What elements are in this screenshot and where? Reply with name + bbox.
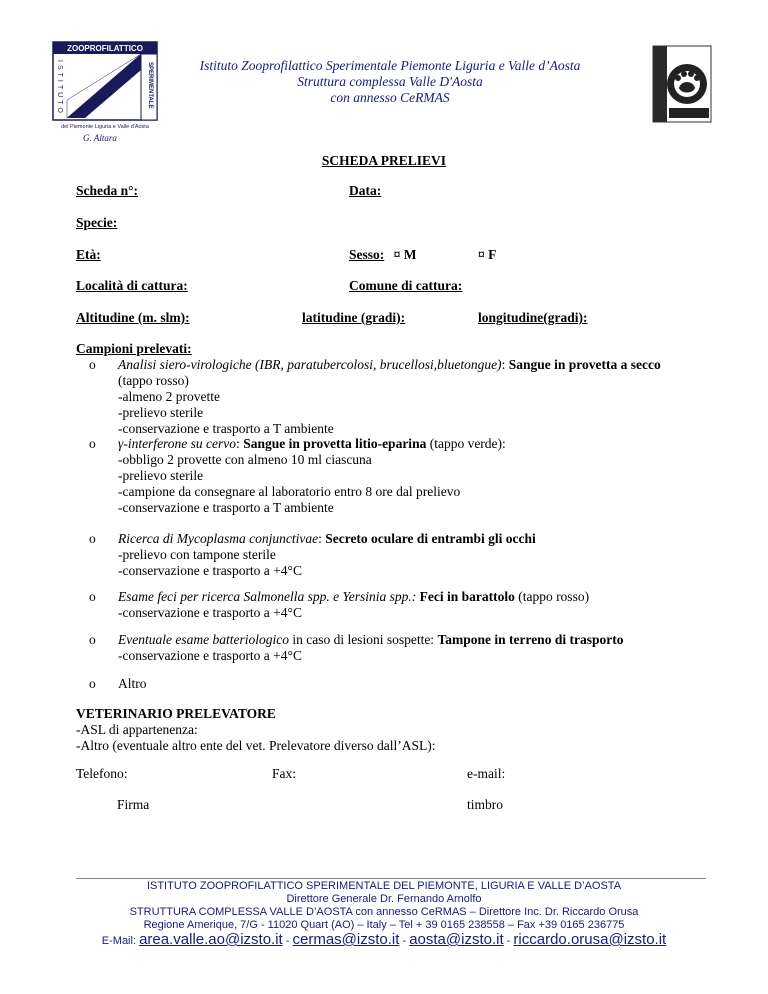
footer-divider xyxy=(76,878,706,879)
email-link-area-valle[interactable]: area.valle.ao@izsto.it xyxy=(139,931,283,948)
sample-bold: Sangue in provetta a secco xyxy=(508,357,661,372)
header-line-3: con annesso CeRMAS xyxy=(330,90,450,105)
asl-label: -ASL di appartenenza: xyxy=(76,722,198,737)
footer xyxy=(0,880,768,932)
footer-line-2: Direttore Generale Dr. Fernando Arnolfo xyxy=(286,893,482,905)
sample-italic: γ-interferone su cervo xyxy=(118,436,237,451)
sample-line: -conservazione e trasporto a +4°C xyxy=(118,648,302,663)
specie-label: Specie: xyxy=(76,215,118,230)
email-prefix: E-Mail: xyxy=(101,935,137,947)
email-label: e-mail: xyxy=(467,766,506,781)
sesso-label: Sesso: xyxy=(349,247,385,262)
sample-bold: Secreto oculare di entrambi gli occhi xyxy=(325,531,536,546)
email-link-aosta[interactable]: aosta@izsto.it xyxy=(409,931,504,948)
sample-sep: : xyxy=(236,436,244,451)
bullet-icon: o xyxy=(89,676,96,691)
sample-sep: : xyxy=(501,357,509,372)
sample-italic: Analisi siero-virologiche (IBR, paratubercolosi, brucellosi,bluetongue) xyxy=(118,357,502,372)
sample-sep: : xyxy=(318,531,326,546)
scheda-label: Scheda n°: xyxy=(76,183,139,198)
sample-bold: Sangue in provetta litio-eparina xyxy=(243,436,427,451)
bullet-icon: o xyxy=(89,589,96,604)
sample-rest: (tappo verde): xyxy=(426,436,506,451)
campioni-heading: Campioni prelevati: xyxy=(76,341,192,356)
sample-line: -obbligo 2 provette con almeno 10 ml ciascuna xyxy=(118,452,372,467)
altitudine-label: Altitudine (m. slm): xyxy=(76,310,190,325)
email-link-cermas[interactable]: cermas@izsto.it xyxy=(292,931,400,948)
footer-line-1: ISTITUTO ZOOPROFILATTICO SPERIMENTALE DEL PIEMONTE, LIGURIA E VALLE D’AOSTA xyxy=(146,880,622,892)
altro-label: -Altro (eventuale altro ente del vet. Prelevatore diverso dall’ASL): xyxy=(76,738,436,753)
sample-bold: Feci in barattolo xyxy=(419,589,515,604)
sample-italic: Esame feci per ricerca Salmonella spp. e Yersinia spp.: xyxy=(118,589,417,604)
bullet-icon: o xyxy=(89,531,96,546)
footer-emails xyxy=(0,931,768,948)
sample-line: -conservazione e trasporto a T ambiente xyxy=(118,500,334,515)
sample-italic: Ricerca di Mycoplasma conjunctivae xyxy=(118,531,319,546)
sample-line: (tappo rosso) xyxy=(118,373,189,388)
sample-line: -conservazione e trasporto a T ambiente xyxy=(118,421,334,436)
logo-side-text: ISTITUTO xyxy=(56,60,63,116)
sample-rest: Altro xyxy=(118,676,147,691)
email-sep: - xyxy=(282,935,293,947)
sample-line: -campione da consegnare al laboratorio entro 8 ore dal prelievo xyxy=(118,484,461,499)
eta-label: Età: xyxy=(76,247,101,262)
sample-line: -conservazione e trasporto a +4°C xyxy=(118,605,302,620)
latitudine-label: latitudine (gradi): xyxy=(302,310,406,325)
comune-label: Comune di cattura: xyxy=(349,278,463,293)
logo-right-text: SPERIMENTALE xyxy=(147,62,153,109)
sample-line: -prelievo sterile xyxy=(118,468,204,483)
longitudine-label: longitudine(gradi): xyxy=(478,310,588,325)
sample-sep: in caso di lesioni sospette: xyxy=(288,632,438,647)
timbro-label: timbro xyxy=(467,797,503,812)
veterinario-heading: VETERINARIO PRELEVATORE xyxy=(76,706,276,721)
veterinario-section xyxy=(76,706,436,754)
sesso-field xyxy=(349,247,417,263)
footer-line-3: STRUTTURA COMPLESSA VALLE D’AOSTA con annesso CeRMAS – Direttore Inc. Dr. Riccardo Orusa xyxy=(129,906,639,918)
bullet-icon: o xyxy=(89,436,96,451)
email-link-orusa[interactable]: riccardo.orusa@izsto.it xyxy=(513,931,667,948)
page-title: SCHEDA PRELIEVI xyxy=(321,153,447,168)
header-line-1: Istituto Zooprofilattico Sperimentale Piemonte Liguria e Valle d’Aosta xyxy=(199,58,581,73)
header-line-2: Struttura complessa Valle D'Aosta xyxy=(297,74,483,89)
email-sep: - xyxy=(503,935,514,947)
footer-line-4: Regione Amerique, 7/G - 11020 Quart (AO) – Italy – Tel + 39 0165 238558 – Fax +39 0165 236775 xyxy=(143,919,625,931)
sample-line: -prelievo con tampone sterile xyxy=(118,547,276,562)
bullet-icon: o xyxy=(89,632,96,647)
sample-line: -prelievo sterile xyxy=(118,405,204,420)
sample-line: -conservazione e trasporto a +4°C xyxy=(118,563,302,578)
sample-bold: Tampone in terreno di trasporto xyxy=(437,632,624,647)
telefono-label: Telefono: xyxy=(76,766,128,781)
sample-italic: Eventuale esame batteriologico xyxy=(118,632,289,647)
localita-label: Località di cattura: xyxy=(76,278,188,293)
logo-bottom-text: del Piemonte Liguria e Valle d'Aosta xyxy=(61,124,149,130)
sesso-f-checkbox[interactable]: ¤ F xyxy=(478,247,497,262)
logo-signature: G. Altara xyxy=(83,133,117,143)
cermas-logo xyxy=(647,42,717,127)
fax-label: Fax: xyxy=(272,766,297,781)
sesso-m-checkbox[interactable]: ¤ M xyxy=(393,247,417,262)
sample-rest: (tappo rosso) xyxy=(514,589,590,604)
logo-top-text: ZOOPROFILATTICO xyxy=(67,44,143,53)
header-text xyxy=(150,58,630,106)
data-label: Data: xyxy=(349,183,382,198)
sample-line: -almeno 2 provette xyxy=(118,389,220,404)
email-sep: - xyxy=(399,935,410,947)
firma-label: Firma xyxy=(117,797,150,812)
bullet-icon: o xyxy=(89,357,96,372)
